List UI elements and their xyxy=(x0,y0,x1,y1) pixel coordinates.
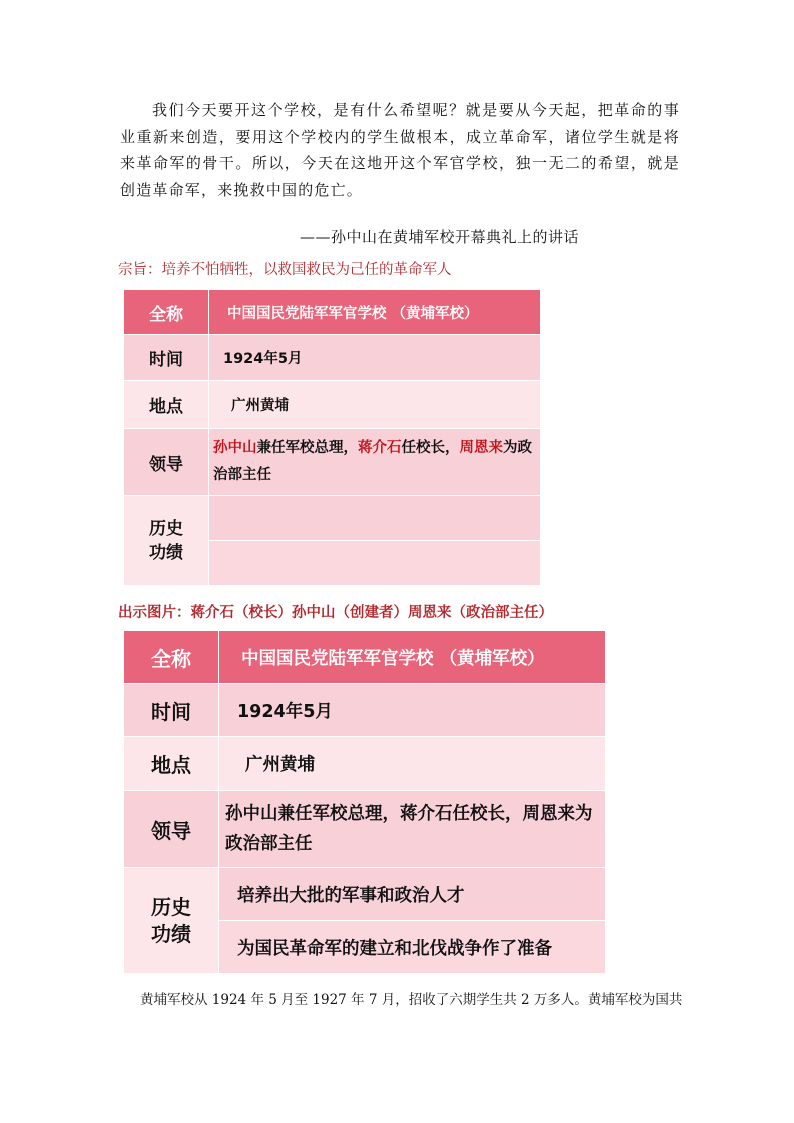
table-row xyxy=(124,684,606,737)
full-name-value: 中国国民党陆军军官学校 （黄埔军校） xyxy=(219,631,606,684)
table-row xyxy=(124,791,606,868)
leader-label: 领导 xyxy=(124,791,219,868)
table-row xyxy=(124,381,541,429)
table-row xyxy=(124,631,606,684)
place-label: 地点 xyxy=(124,381,209,429)
time-value: 1924年5月 xyxy=(209,335,541,381)
time-label: 时间 xyxy=(124,684,219,737)
leader-name-zhou: 周恩来 xyxy=(459,440,503,456)
table-row xyxy=(124,868,606,921)
leader-name-sun: 孙中山 xyxy=(213,440,257,456)
achievement-blank-2 xyxy=(209,541,541,586)
leader-label: 领导 xyxy=(124,429,209,496)
image-caption: 出示图片：蒋介石（校长）孙中山（创建者）周恩来（政治部主任） xyxy=(118,605,553,621)
academy-info-table-blank xyxy=(123,289,541,586)
place-value: 广州黄埔 xyxy=(209,381,541,429)
body-paragraph: 黄埔军校从 1924 年 5 月至 1927 年 7 月，招收了六期学生共 2 万多人。黄埔军校为国共 xyxy=(140,992,683,1008)
achievement-item-2: 为国民革命军的建立和北伐战争作了准备 xyxy=(219,921,606,974)
leader-name-chiang: 蒋介石 xyxy=(358,440,402,456)
table-row xyxy=(124,290,541,335)
sun-yatsen-quote: 我们今天要开这个学校，是有什么希望呢？就是要从今天起，把革命的事业重新来创造，要用这个学校内的学生做根本，成立革命军，诸位学生就是将来革命军的骨干。所以，今天在这地开这个军官学校，独一无二的希望，就是创造革命军，来挽救中国的危亡。 xyxy=(120,101,680,199)
quote-attribution: ——孙中山在黄埔军校开幕典礼上的讲话 xyxy=(300,228,580,246)
time-label: 时间 xyxy=(124,335,209,381)
table-row xyxy=(124,737,606,791)
achievement-label: 历史功绩 xyxy=(124,496,209,586)
achievement-label: 历史功绩 xyxy=(124,868,219,974)
full-name-label: 全称 xyxy=(124,290,209,335)
achievement-blank-1 xyxy=(209,496,541,541)
leader-value: 孙中山兼任军校总理，蒋介石任校长，周恩来为政治部主任 xyxy=(219,791,606,868)
academy-info-table-filled xyxy=(123,630,606,974)
table-row xyxy=(124,335,541,381)
time-value: 1924年5月 xyxy=(219,684,606,737)
place-label: 地点 xyxy=(124,737,219,791)
table-row xyxy=(124,429,541,496)
full-name-value: 中国国民党陆军军官学校 （黄埔军校） xyxy=(209,290,541,335)
place-value: 广州黄埔 xyxy=(219,737,606,791)
full-name-label: 全称 xyxy=(124,631,219,684)
school-aim: 宗旨：培养不怕牺牲，以救国救民为己任的革命军人 xyxy=(118,262,452,278)
table-row xyxy=(124,496,541,541)
leader-value: 孙中山兼任军校总理，蒋介石任校长，周恩来为政治部主任 xyxy=(209,429,541,496)
achievement-item-1: 培养出大批的军事和政治人才 xyxy=(219,868,606,921)
